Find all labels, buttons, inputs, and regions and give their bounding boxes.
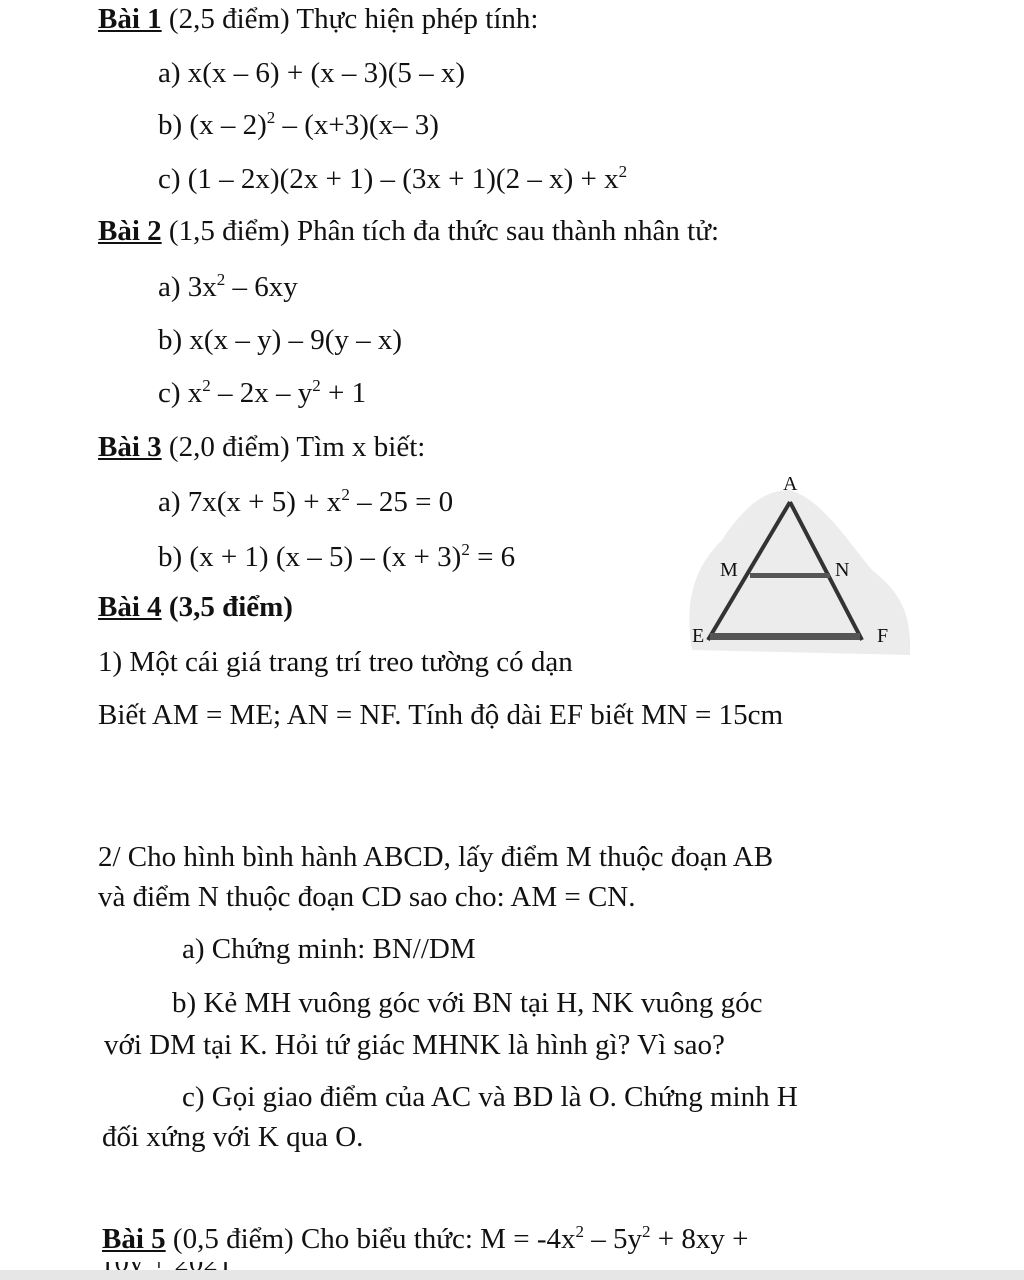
bai3-heading <box>98 430 425 464</box>
bai1-title: Bài 1 <box>98 3 162 35</box>
bai4-item-a: a) Chứng minh: BN//DM <box>182 933 476 965</box>
bai2-header: (1,5 điểm) Phân tích đa thức sau thành nhân tử: <box>161 215 719 247</box>
label-A: A <box>783 473 798 495</box>
bai1-heading <box>98 2 538 36</box>
bai2-heading <box>98 214 719 248</box>
bai4-item-c-line1: c) Gọi giao điểm của AC và BD là O. Chứng minh H <box>182 1081 798 1113</box>
label-E: E <box>692 625 705 647</box>
trapezoid-shelf-figure <box>672 470 912 660</box>
bai1-header: (2,5 điểm) Thực hiện phép tính: <box>161 3 539 35</box>
bai4-p2-line2: và điểm N thuộc đoạn CD sao cho: AM = CN. <box>98 881 636 913</box>
bai2-item-c: c) $x^2 - 2x - y^2 + 1$ <box>158 376 367 409</box>
label-N: N <box>835 559 850 581</box>
label-M: M <box>720 559 738 581</box>
bai3-item-b: b) (x + 1) $(x - 5) - (x + 3)^2 = 6$ <box>158 540 516 573</box>
label-F: F <box>877 625 889 647</box>
bai4-item-b-line1: b) Kẻ MH vuông góc với BN tại H, NK vuông góc <box>172 987 763 1019</box>
bai4-p1-line2: Biết AM = ME; AN = NF. Tính độ dài EF biết MN = 15cm <box>98 699 784 731</box>
bai4-heading <box>98 590 293 624</box>
bai2-title: Bài 2 <box>98 215 162 247</box>
bai5-heading: Bài 5 (0,5 điểm) Cho biểu thức: $M = -4x^2 - 5y^2 + 8xy$ + <box>102 1222 749 1255</box>
bai3-header: (2,0 điểm) Tìm x biết: <box>161 431 426 463</box>
bai2-item-a: a) $3x^2 - 6xy$ <box>158 270 298 303</box>
bai3-title: Bài 3 <box>98 431 162 463</box>
bai4-header: (3,5 điểm) <box>161 591 293 623</box>
bai5-title: Bài 5 <box>102 1223 166 1255</box>
bai3-item-a: a) $7x(x + 5) + x^2 - 25 = 0$ <box>158 485 454 518</box>
bai2-item-b: b) x(x – y) – 9(y – x) <box>158 324 403 356</box>
bai1-item-b: b) (x – 2)$^2$ – (x+3)(x– 3) <box>158 108 439 141</box>
bai4-title: Bài 4 <box>98 591 162 623</box>
bottom-edge <box>0 1270 1024 1280</box>
bai4-p1-line1: 1) Một cái giá trang trí treo tường có dạn <box>98 646 573 678</box>
bai4-item-b-line2: với DM tại K. Hỏi tứ giác MHNK là hình gì? Vì sao? <box>104 1029 725 1061</box>
bai1-item-a: a) x(x – 6) + (x – 3)(5 – x) <box>158 57 466 89</box>
bai1-item-c: c) $(1 - 2x)(2x + 1) - (3x + 1)(2 - x) + x^2$ <box>158 162 628 195</box>
shelf-EF <box>710 633 860 640</box>
bai4-item-c-line2: đối xứng với K qua O. <box>102 1121 364 1153</box>
shelf-MN <box>750 573 830 578</box>
bai4-p2-line1: 2/ Cho hình bình hành ABCD, lấy điểm M thuộc đoạn AB <box>98 841 774 873</box>
